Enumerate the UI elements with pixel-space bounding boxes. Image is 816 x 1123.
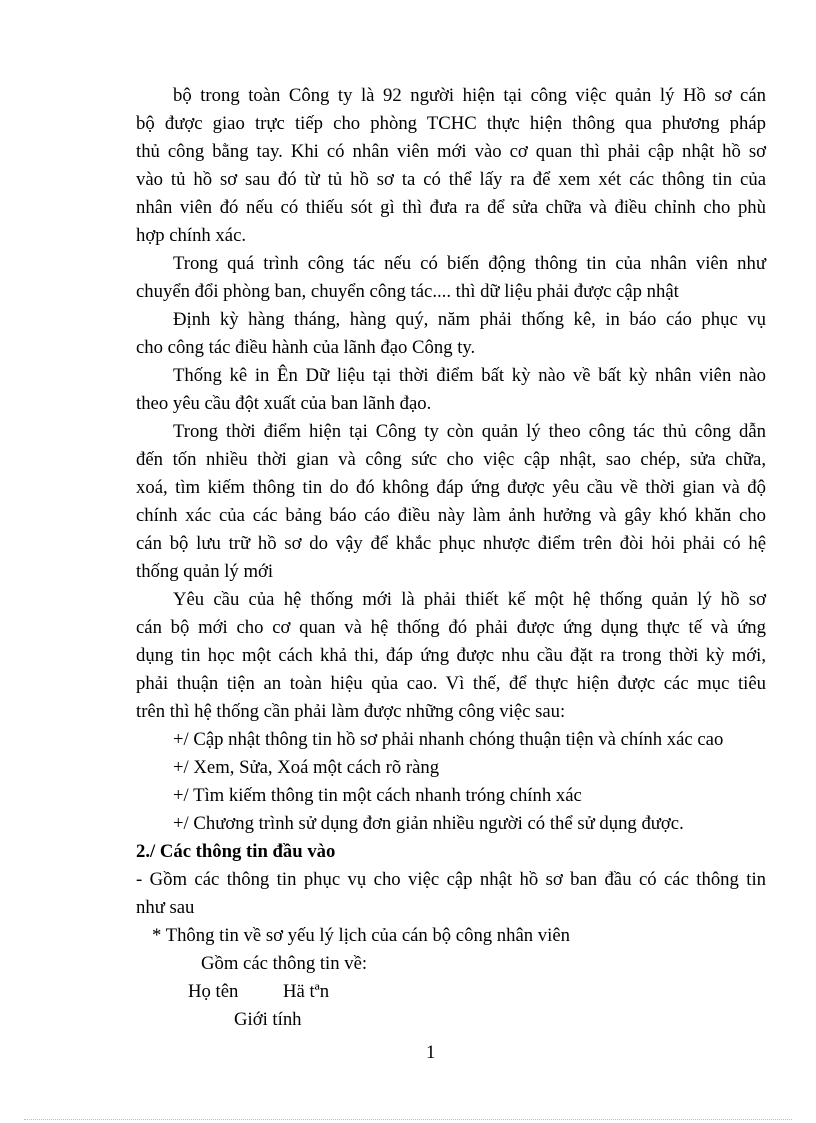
- paragraph-line: hợp chính xác.: [136, 225, 247, 246]
- paragraph-line: phải thuận tiện an toàn hiệu qủa cao. Vì thế, để thực hiện được các mục tiêu: [136, 673, 766, 694]
- paragraph-line: thống quản lý mới: [136, 561, 274, 582]
- paragraph-line: cán bộ lưu trữ hồ sơ do vậy để khắc phục nhược điểm trên đòi hỏi phải có hệ: [136, 533, 766, 554]
- paragraph-line: Gồm các thông tin về:: [201, 953, 368, 974]
- list-item: +/ Cập nhật thông tin hồ sơ phải nhanh chóng thuận tiện và chính xác cao: [173, 729, 724, 750]
- section-heading: 2./ Các thông tin đầu vào: [136, 841, 336, 862]
- paragraph-line: trên thì hệ thống cần phải làm được những công việc sau:: [136, 701, 566, 722]
- sub-heading: * Thông tin về sơ yếu lý lịch của cán bộ công nhân viên: [152, 925, 570, 946]
- list-item: +/ Chương trình sử dụng đơn giản nhiều người có thể sử dụng được.: [173, 813, 684, 834]
- paragraph-line: chuyển đổi phòng ban, chuyển công tác.... thì dữ liệu phải được cập nhật: [136, 281, 679, 302]
- field-label: Họ tên: [188, 981, 239, 1002]
- paragraph-line: chính xác của các bảng báo cáo điều này làm ảnh hưởng và gây khó khăn cho: [136, 505, 766, 526]
- paragraph-line: Trong quá trình công tác nếu có biến động thông tin của nhân viên như: [173, 253, 766, 274]
- paragraph-line: như sau: [136, 897, 195, 918]
- paragraph-line: cho công tác điều hành của lãnh đạo Công ty.: [136, 337, 476, 358]
- field-label-garbled: Hä tªn: [283, 981, 330, 1002]
- paragraph-line: Yêu cầu của hệ thống mới là phải thiết kế một hệ thống quản lý hồ sơ: [173, 589, 766, 610]
- paragraph-line: dụng tin học một cách khả thi, đáp ứng được nhu cầu đặt ra trong thời kỳ mới,: [136, 645, 766, 666]
- paragraph-line: cán bộ mới cho cơ quan và hệ thống đó phải được ứng dụng thực tế và ứng: [136, 617, 766, 638]
- paragraph-line: - Gồm các thông tin phục vụ cho việc cập nhật hồ sơ ban đầu có các thông tin: [136, 869, 766, 890]
- paragraph-line: nhân viên đó nếu có thiếu sót gì thì đưa ra để sửa chữa và điều chỉnh cho phù: [136, 197, 766, 218]
- paragraph-line: đến tốn nhiều thời gian và công sức cho việc cập nhật, sao chép, sửa chữa,: [136, 449, 766, 470]
- paragraph-line: vào tủ hồ sơ sau đó từ tủ hồ sơ ta có thể lấy ra để xem xét các thông tin của: [136, 169, 766, 190]
- paragraph-line: bộ trong toàn Công ty là 92 người hiện tại công việc quản lý Hồ sơ cán: [173, 85, 766, 106]
- page-bottom-divider: [24, 1119, 792, 1120]
- page-number: 1: [426, 1042, 436, 1063]
- paragraph-line: Thống kê in Ên Dữ liệu tại thời điểm bất kỳ nào về bất kỳ nhân viên nào: [173, 365, 766, 386]
- paragraph-line: Trong thời điểm hiện tại Công ty còn quản lý theo công tác thủ công dẫn: [173, 421, 766, 442]
- paragraph-line: Định kỳ hàng tháng, hàng quý, năm phải thống kê, in báo cáo phục vụ: [173, 309, 766, 330]
- paragraph-line: theo yêu cầu đột xuất của ban lãnh đạo.: [136, 393, 432, 414]
- list-item: +/ Xem, Sửa, Xoá một cách rõ ràng: [173, 757, 440, 778]
- list-item: +/ Tìm kiếm thông tin một cách nhanh tróng chính xác: [173, 785, 582, 806]
- paragraph-line: xoá, tìm kiếm thông tin do đó không đáp ứng được yêu cầu về thời gian và độ: [136, 477, 766, 498]
- field-label: Giới tính: [234, 1009, 302, 1030]
- paragraph-line: bộ được giao trực tiếp cho phòng TCHC thực hiện thông qua phương pháp: [136, 113, 766, 134]
- paragraph-line: thủ công bằng tay. Khi có nhân viên mới vào cơ quan thì phải cập nhật hồ sơ: [136, 141, 766, 162]
